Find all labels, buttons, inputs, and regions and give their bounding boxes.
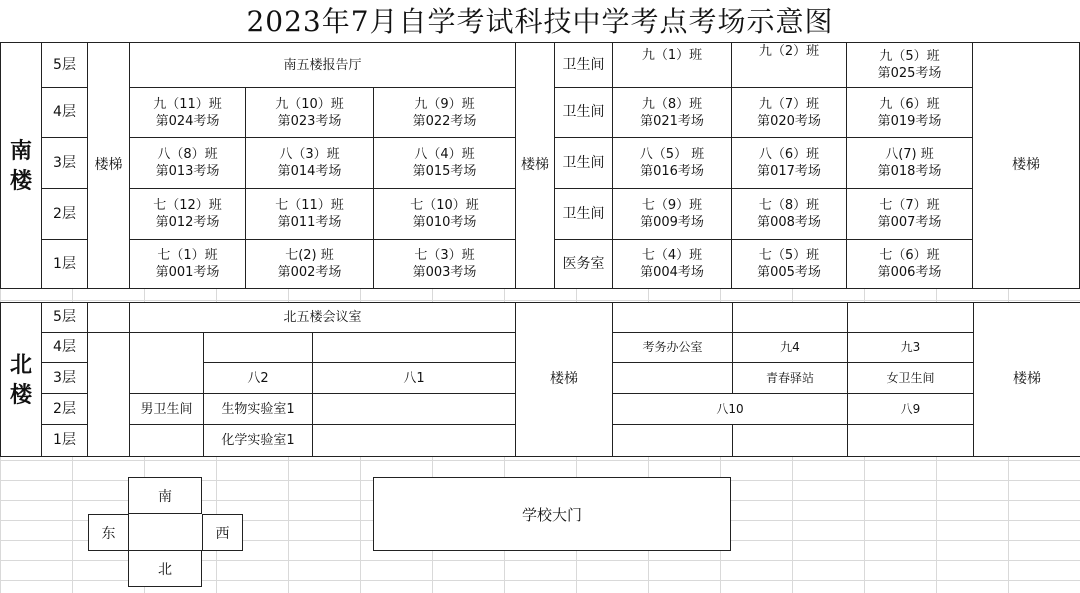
floor-label: 1层	[42, 425, 88, 457]
room-cell: 考务办公室	[613, 333, 733, 363]
compass-south: 南	[128, 477, 202, 514]
floor-label: 3层	[42, 363, 88, 394]
empty-cell	[88, 303, 130, 333]
empty-cell	[733, 303, 848, 333]
exam-room-cell: 九（10）班 第023考场	[246, 88, 374, 138]
exam-room-cell: 八（8）班 第013考场	[130, 138, 246, 189]
north-building-grid	[0, 302, 1080, 457]
stairs-right: 楼梯	[974, 303, 1080, 457]
empty-cell	[130, 333, 204, 394]
stairs-right: 楼梯	[973, 43, 1080, 289]
exam-room-cell: 七（11）班 第011考场	[246, 189, 374, 240]
room-cell: 青春驿站	[733, 363, 848, 394]
exam-room-cell: 七（4）班 第004考场	[613, 240, 732, 289]
exam-room-cell: 七（3）班 第003考场	[374, 240, 516, 289]
floor-label: 4层	[42, 333, 88, 363]
exam-room-cell: 九（1）班	[613, 43, 732, 88]
floor-label: 5层	[42, 303, 88, 333]
exam-room-cell: 九（11）班 第024考场	[130, 88, 246, 138]
exam-room-cell: 九（2）班	[732, 43, 847, 88]
page-title: 2023年7月自学考试科技中学考点考场示意图	[0, 0, 1080, 42]
empty-cell	[313, 333, 516, 363]
exam-room-cell: 七（7）班 第007考场	[847, 189, 973, 240]
exam-room-cell: 八（6）班 第017考场	[732, 138, 847, 189]
service-room: 卫生间	[555, 189, 613, 240]
stairs-left: 楼梯	[88, 43, 130, 289]
school-gate: 学校大门	[373, 477, 731, 551]
exam-room-cell: 八(7) 班 第018考场	[847, 138, 973, 189]
floor-label: 2层	[42, 394, 88, 425]
room-cell: 八9	[848, 394, 974, 425]
stairs-middle: 楼梯	[516, 43, 555, 289]
empty-cell	[88, 333, 130, 457]
exam-room-cell: 九（6）班 第019考场	[847, 88, 973, 138]
empty-cell	[313, 425, 516, 457]
exam-room-cell: 八（3）班 第014考场	[246, 138, 374, 189]
empty-cell	[733, 425, 848, 457]
room-cell: 生物实验室1	[204, 394, 313, 425]
empty-cell	[204, 333, 313, 363]
compass-east: 东	[88, 514, 129, 551]
room-cell: 化学实验室1	[204, 425, 313, 457]
floor-label: 5层	[42, 43, 88, 88]
exam-room-cell: 八（5） 班 第016考场	[613, 138, 732, 189]
exam-room-cell: 七(2) 班 第002考场	[246, 240, 374, 289]
floor-label: 3层	[42, 138, 88, 189]
exam-room-cell: 七（1）班 第001考场	[130, 240, 246, 289]
room-cell: 八10	[613, 394, 848, 425]
floor-label: 1层	[42, 240, 88, 289]
exam-room-cell: 九（7）班 第020考场	[732, 88, 847, 138]
exam-room-cell: 九（8）班 第021考场	[613, 88, 732, 138]
floor-label: 4层	[42, 88, 88, 138]
compass-north: 北	[128, 550, 202, 587]
room-cell: 八2	[204, 363, 313, 394]
exam-room-cell: 七（9）班 第009考场	[613, 189, 732, 240]
compass-center	[128, 514, 203, 551]
service-room: 卫生间	[555, 88, 613, 138]
room-cell: 九3	[848, 333, 974, 363]
empty-cell	[613, 303, 733, 333]
exam-room-cell: 九（9）班 第022考场	[374, 88, 516, 138]
exam-room-cell: 八（4）班 第015考场	[374, 138, 516, 189]
service-room: 卫生间	[555, 138, 613, 189]
empty-cell	[313, 394, 516, 425]
north-building-label: 北 楼	[1, 303, 42, 457]
exam-room-cell: 七（10）班 第010考场	[374, 189, 516, 240]
empty-cell	[848, 425, 974, 457]
compass-west: 西	[202, 514, 243, 551]
exam-room-cell: 七（6）班 第006考场	[847, 240, 973, 289]
service-room: 医务室	[555, 240, 613, 289]
exam-room-cell: 七（8）班 第008考场	[732, 189, 847, 240]
empty-cell	[848, 303, 974, 333]
south-building-grid	[0, 42, 1080, 289]
service-room: 卫生间	[555, 43, 613, 88]
south-hall: 南五楼报告厅	[130, 43, 516, 88]
south-building-label: 南 楼	[1, 43, 42, 289]
stairs-middle: 楼梯	[516, 303, 613, 457]
room-cell: 九4	[733, 333, 848, 363]
empty-cell	[130, 425, 204, 457]
room-cell: 男卫生间	[130, 394, 204, 425]
exam-room-cell: 九（5）班 第025考场	[847, 43, 973, 88]
empty-cell	[613, 363, 733, 394]
empty-cell	[613, 425, 733, 457]
north-hall: 北五楼会议室	[130, 303, 516, 333]
exam-room-cell: 七（12）班 第012考场	[130, 189, 246, 240]
floor-label: 2层	[42, 189, 88, 240]
room-cell: 女卫生间	[848, 363, 974, 394]
exam-room-cell: 七（5）班 第005考场	[732, 240, 847, 289]
room-cell: 八1	[313, 363, 516, 394]
